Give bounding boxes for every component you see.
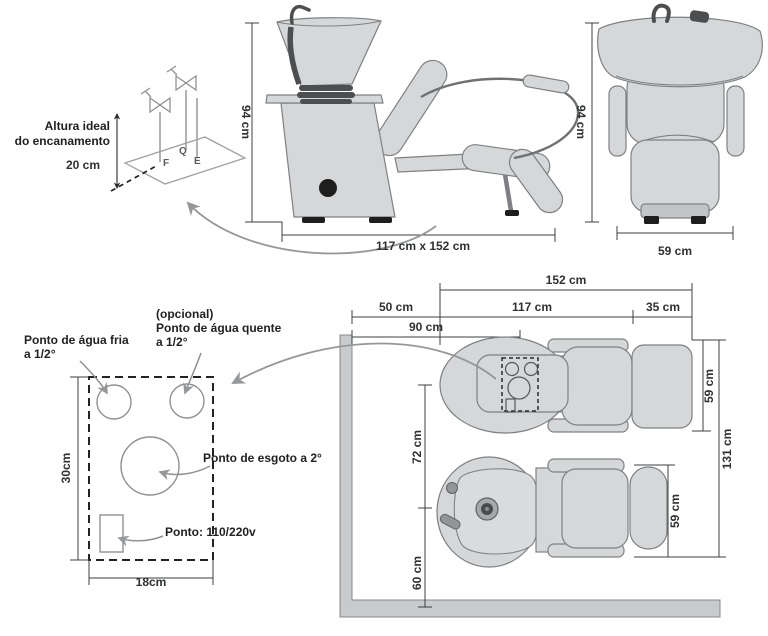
label-drain: Ponto de esgoto a 2° <box>203 451 322 465</box>
dim-footprint: 117 cm x 152 cm <box>375 239 471 253</box>
cold-water-point <box>97 385 131 419</box>
dim-131cm: 131 cm <box>720 428 734 470</box>
plumbing-height-diagram <box>111 66 245 191</box>
dim-50cm: 50 cm <box>378 300 414 314</box>
cabinet-hole <box>319 179 337 197</box>
front-basin <box>598 17 763 87</box>
point-letter-q: Q <box>179 146 187 157</box>
dim-20cm: 20 cm <box>65 158 100 172</box>
front-base <box>641 204 709 218</box>
power-point <box>100 515 123 552</box>
front-armrest-right <box>727 86 744 156</box>
dim-35cm: 35 cm <box>645 300 681 314</box>
front-armrest-left <box>609 86 626 156</box>
dim-front-height: 94 cm <box>574 104 588 140</box>
wall-points-diagram <box>70 353 213 585</box>
label-hot-water-size: a 1/2° <box>156 335 188 349</box>
floor-plan <box>233 283 726 617</box>
point-letter-f: F <box>163 158 170 169</box>
wall-points-dimension-lines <box>70 377 213 585</box>
point-letter-e: E <box>194 156 201 167</box>
dim-117cm: 117 cm <box>511 300 553 314</box>
dim-side-height: 94 cm <box>239 104 253 140</box>
dim-chair1-59cm: 59 cm <box>702 368 716 404</box>
dim-wall-18cm: 18cm <box>135 575 167 589</box>
plumbing-height-title-line2: do encanamento <box>14 134 110 148</box>
dim-60cm: 60 cm <box>410 555 424 591</box>
dim-90cm: 90 cm <box>408 320 444 334</box>
dim-front-width: 59 cm <box>657 244 693 258</box>
plumbing-plane <box>125 137 245 184</box>
front-footrest <box>631 140 719 212</box>
basin-knob <box>447 483 458 494</box>
floor-plan-chair-2 <box>437 457 667 567</box>
drain-point <box>121 437 179 495</box>
valve-q-icon <box>167 66 196 90</box>
height-dashed-line <box>111 165 158 191</box>
side-cabinet <box>281 103 395 217</box>
plumbing-height-title-line1: Altura ideal <box>44 119 110 133</box>
label-power: Ponto: 110/220v <box>165 525 256 539</box>
basin-neck-rings <box>297 85 355 104</box>
floor-plan-chair-1 <box>440 337 692 433</box>
front-view-chair <box>585 6 762 240</box>
dim-wall-30cm: 30cm <box>59 452 73 484</box>
label-cold-water-size: a 1/2° <box>24 347 56 361</box>
valve-f-icon <box>141 88 170 112</box>
side-headrest-pad <box>522 74 569 94</box>
leader-arrows <box>80 353 210 541</box>
dim-72cm: 72 cm <box>410 429 424 465</box>
label-cold-water: Ponto de água fria <box>24 333 129 347</box>
label-optional: (opcional) <box>156 307 214 321</box>
dim-152cm: 152 cm <box>545 273 587 287</box>
label-hot-water: Ponto de água quente <box>156 321 282 335</box>
dim-chair2-59cm: 59 cm <box>668 493 682 529</box>
